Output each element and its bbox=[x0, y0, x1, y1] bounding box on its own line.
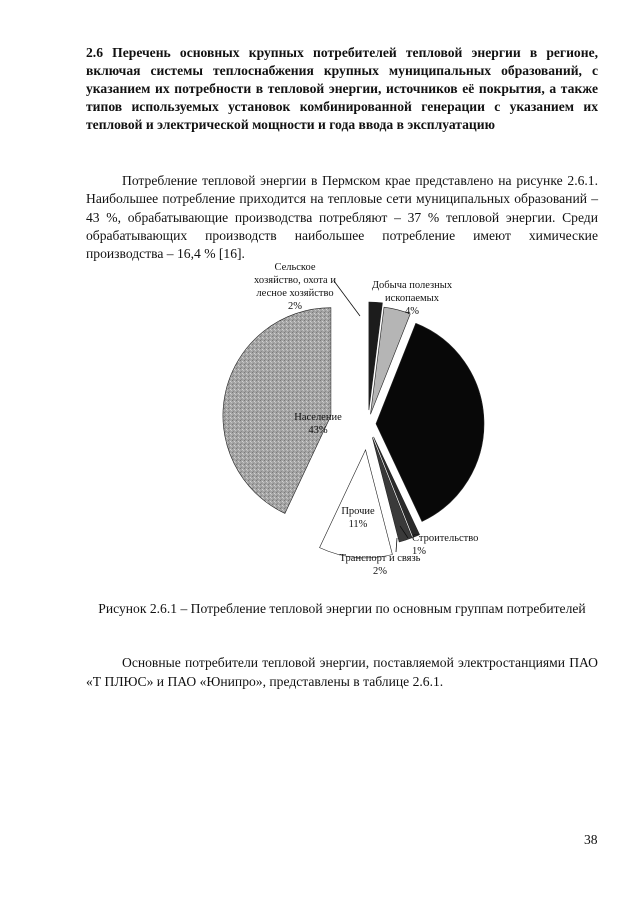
leader-line-4 bbox=[396, 538, 397, 552]
slice-label-3-1: 1% bbox=[412, 546, 426, 557]
slice-label-0-1: хозяйство, охота и bbox=[254, 275, 336, 286]
figure-caption: Рисунок 2.6.1 – Потребление тепловой энергии по основным группам потребителей bbox=[98, 601, 586, 616]
intro-paragraph: Потребление тепловой энергии в Пермском крае представлено на рисунке 2.6.1. Наибольшее потребление приходится на тепловые сети муниципальных образований – 43 %, обрабатывающие производства потребляют – 37 % тепловой энергии. Среди обрабатывающих производств наибольшее потребление имеют химические производства – 16,4 % [16]. bbox=[86, 173, 598, 262]
slice-label-1-2: 4% bbox=[405, 306, 419, 317]
pie-slice-6 bbox=[223, 308, 331, 514]
pie-chart bbox=[200, 256, 520, 586]
slice-label-6-1: 43% bbox=[308, 425, 328, 436]
page-number: 38 bbox=[584, 832, 598, 847]
slice-label-4-1: 2% bbox=[373, 566, 387, 577]
slice-label-4-0: Транспорт и связь bbox=[339, 553, 421, 564]
table-reference-paragraph: Основные потребители тепловой энергии, поставляемой электростанциями ПАО «Т ПЛЮС» и ПАО «Юнипро», представлены в таблице 2.6.1. bbox=[86, 655, 598, 689]
slice-label-5-1: 11% bbox=[348, 519, 368, 530]
slice-label-3-0: Строительство bbox=[412, 533, 479, 544]
slice-label-1-0: Добыча полезных bbox=[371, 280, 453, 291]
slice-label-0-2: лесное хозяйство bbox=[256, 288, 334, 299]
slice-label-6-0: Население bbox=[294, 412, 342, 423]
section-heading: 2.6 Перечень основных крупных потребителей тепловой энергии в регионе, включая системы теплоснабжения крупных муниципальных образований, с указанием их потребности в тепловой энергии, источников её покрытия, а также типов используемых установок комбинированной генерации с указанием их тепловой и электрической мощности и года ввода в эксплуатацию bbox=[86, 45, 598, 132]
leader-line-0 bbox=[334, 281, 360, 316]
slice-label-0-3: 2% bbox=[288, 301, 302, 312]
slice-label-0-0: Сельское bbox=[274, 262, 316, 273]
slice-label-5-0: Прочие bbox=[341, 506, 375, 517]
slice-label-1-1: ископаемых bbox=[385, 293, 439, 304]
